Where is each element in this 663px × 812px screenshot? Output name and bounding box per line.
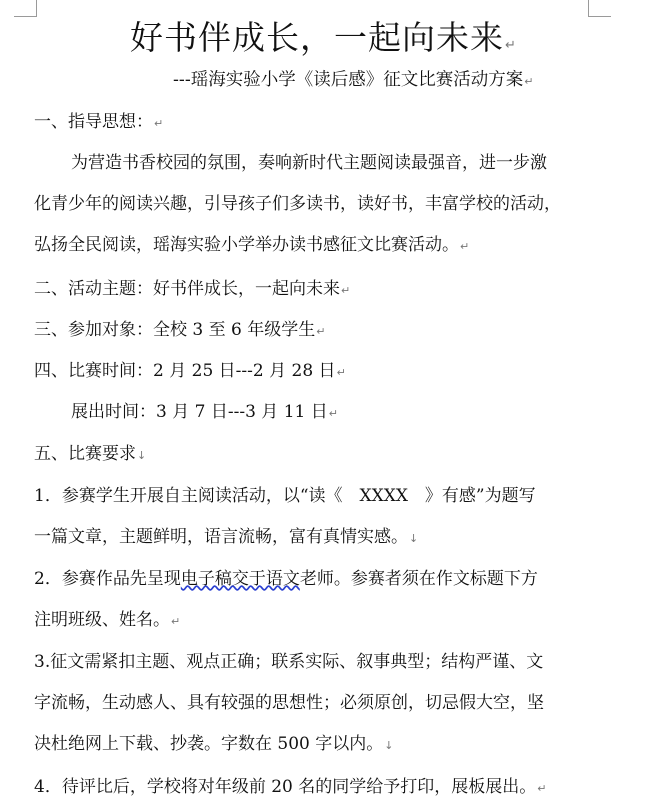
body-line: 弘扬全民阅读，瑶海实验小学举办读书感征文比赛活动。↵ xyxy=(34,235,470,255)
line-break-mark-icon: ↓ xyxy=(137,449,147,462)
body-line: 一篇文章，主题鲜明，语言流畅，富有真情实感。↓ xyxy=(34,527,419,547)
body-line: 4．待评比后，学校将对年级前 20 名的同学给予打印，展板展出。↵ xyxy=(34,777,547,797)
body-line: 决杜绝网上下载、抄袭。字数在 500 字以内。↓ xyxy=(34,734,394,754)
paragraph-mark-icon: ↵ xyxy=(524,75,534,88)
section-heading: 四、比赛时间：2 月 25 日---2 月 28 日↵ xyxy=(34,361,346,381)
paragraph-mark-icon: ↵ xyxy=(336,366,346,379)
paragraph-mark-icon: ↵ xyxy=(171,615,181,628)
paragraph-mark-icon: ↵ xyxy=(154,117,164,130)
line-break-mark-icon: ↓ xyxy=(409,532,419,545)
section-heading: 三、参加对象：全校 3 至 6 年级学生↵ xyxy=(34,320,326,340)
paragraph-mark-icon: ↵ xyxy=(537,782,547,795)
paragraph-mark-icon: ↵ xyxy=(316,325,326,338)
body-line: 展出时间：3 月 7 日---3 月 11 日↵ xyxy=(71,402,338,422)
body-line: 1．参赛学生开展自主阅读活动，以“读《 XXXX 》有感”为题写 xyxy=(34,486,536,506)
page-corner-mark-right xyxy=(588,0,611,17)
body-line: 注明班级、姓名。↵ xyxy=(34,610,181,630)
paragraph-mark-icon: ↵ xyxy=(328,407,338,420)
body-line: 化青少年的阅读兴趣，引导孩子们多读书，读好书，丰富学校的活动， xyxy=(34,194,561,214)
paragraph-mark-icon: ↵ xyxy=(505,38,517,53)
document-subtitle-line xyxy=(173,68,533,94)
paragraph-mark-icon: ↵ xyxy=(460,240,470,253)
line-break-mark-icon: ↓ xyxy=(384,739,394,752)
document-subtitle: ---瑶海实验小学《读后感》征文比赛活动方案 xyxy=(173,70,524,90)
grammar-underline-text: 电子稿交于语文 xyxy=(180,569,300,589)
section-heading: 一、指导思想：↵ xyxy=(34,112,164,132)
section-heading: 二、活动主题：好书伴成长，一起向未来↵ xyxy=(34,279,351,299)
page-corner-mark-left xyxy=(14,0,37,17)
body-line: 3.征文需紧扣主题、观点正确；联系实际、叙事典型；结构严谨、文 xyxy=(34,652,544,672)
document-title: 好书伴成长，一起向未来 xyxy=(130,18,504,57)
section-heading: 五、比赛要求↓ xyxy=(34,444,147,464)
document-title-line xyxy=(130,18,517,66)
body-line: 字流畅，生动感人、具有较强的思想性；必须原创，切忌假大空，坚 xyxy=(34,693,544,713)
body-line: 为营造书香校园的氛围，奏响新时代主题阅读最强音，进一步激 xyxy=(71,153,547,173)
paragraph-mark-icon: ↵ xyxy=(341,284,351,297)
body-line: 2．参赛作品先呈现电子稿交于语文老师。参赛者须在作文标题下方 xyxy=(34,569,538,589)
